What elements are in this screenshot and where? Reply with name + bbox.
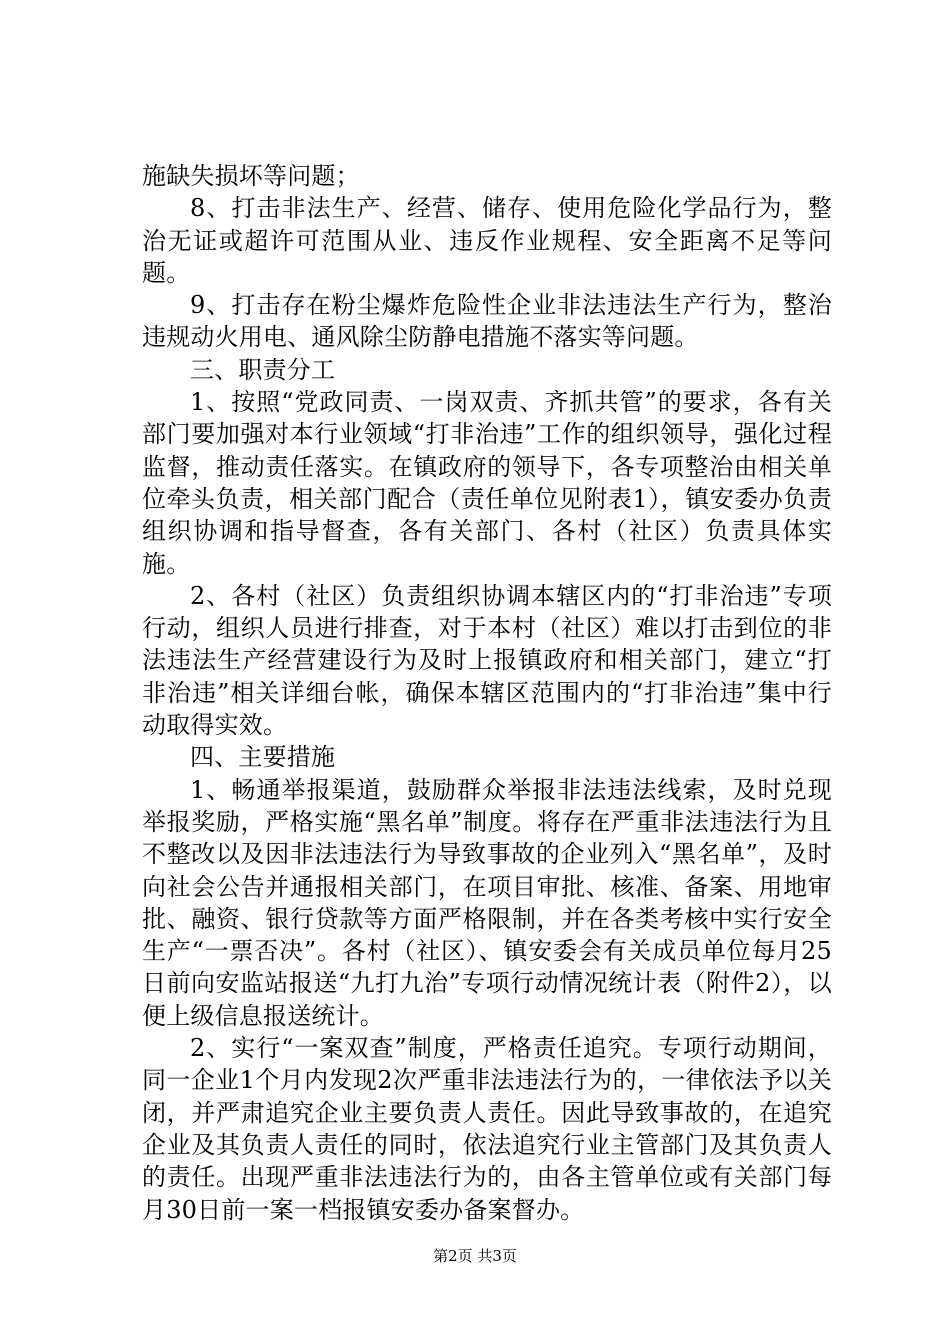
paragraph: 2、实行“一案双查”制度，严格责任追究。专项行动期间，同一企业1个月内发现2次严重非法违法行为的，一律依法予以关闭，并严肃追究企业主要负责人责任。因此导致事故的，在追究企业及其负责人责任的同时，依法追究行业主管部门及其负责人的责任。出现严重非法违法行为的，由各主管单位或有关部门每月30日前一案一档报镇安委办备案督办。 bbox=[142, 1034, 832, 1224]
paragraph: 8、打击非法生产、经营、储存、使用危险化学品行为，整治无证或超许可范围从业、违反作业规程、安全距离不足等问题。 bbox=[142, 194, 832, 287]
paragraph: 9、打击存在粉尘爆炸危险性企业非法违法生产行为，整治违规动火用电、通风除尘防静电措施不落实等问题。 bbox=[142, 291, 832, 352]
paragraph: 1、畅通举报渠道，鼓励群众举报非法违法线索，及时兑现举报奖励，严格实施“黑名单”制度。将存在严重非法违法行为且不整改以及因非法违法行为导致事故的企业列入“黑名单”，及时向社会公告并通报相关部门，在项目审批、核准、备案、用地审批、融资、银行贷款等方面严格限制，并在各类考核中实行安全生产“一票否决”。各村（社区）、镇安委会有关成员单位每月25日前向安监站报送“九打九治”专项行动情况统计表（附件2），以便上级信息报送统计。 bbox=[142, 775, 832, 1030]
page-number-footer: 第2页 共3页 bbox=[433, 1247, 517, 1265]
paragraph: 1、按照“党政同责、一岗双责、齐抓共管”的要求，各有关部门要加强对本行业领域“打非治违”工作的组织领导，强化过程监督，推动责任落实。在镇政府的领导下，各专项整治由相关单位牵头负责，相关部门配合（责任单位见附表1），镇安委办负责组织协调和指导督查，各有关部门、各村（社区）负责具体实施。 bbox=[142, 388, 832, 578]
paragraph: 施缺失损坏等问题； bbox=[142, 162, 360, 190]
document-body bbox=[142, 160, 832, 1226]
section-heading: 三、职责分工 bbox=[190, 355, 336, 384]
paragraph: 2、各村（社区）负责组织协调本辖区内的“打非治违”专项行动，组织人员进行排查，对于本村（社区）难以打击到位的非法违法生产经营建设行为及时上报镇政府和相关部门，建立“打非治违”相关详细台帐，确保本辖区范围内的“打非治违”集中行动取得实效。 bbox=[142, 581, 832, 740]
section-heading: 四、主要措施 bbox=[190, 743, 336, 772]
